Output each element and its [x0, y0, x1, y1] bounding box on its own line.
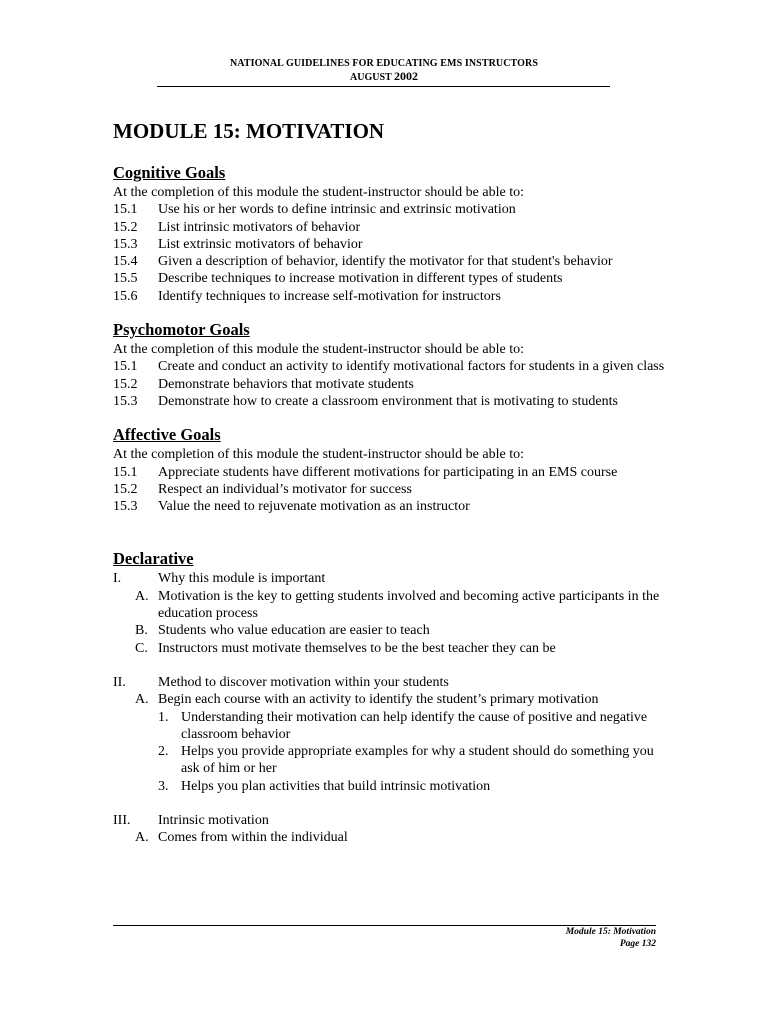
- footer-module: Module 15: Motivation: [565, 927, 656, 937]
- psychomotor-item: [113, 393, 673, 410]
- subitem-text: Understanding their motivation can help identify the cause of positive and negative classroom behavior: [181, 709, 648, 742]
- header-date: [0, 70, 768, 84]
- item-text: Given a description of behavior, identify the motivator for that student's behavior: [158, 254, 613, 270]
- declarative-heading: Declarative: [113, 549, 194, 569]
- subitem-text: Helps you plan activities that build intrinsic motivation: [181, 778, 491, 794]
- item-text: List intrinsic motivators of behavior: [158, 219, 361, 235]
- item-text: Begin each course with an activity to identify the student’s primary motivation: [158, 692, 599, 708]
- outline-item: [113, 829, 673, 846]
- item-letter: B.: [135, 623, 148, 639]
- running-footer: [566, 926, 656, 950]
- item-number: 15.3: [113, 499, 138, 515]
- item-letter: C.: [135, 640, 148, 656]
- cognitive-goals-heading: Cognitive Goals: [113, 163, 226, 182]
- outline-item: [113, 622, 673, 639]
- item-number: 15.5: [113, 271, 138, 287]
- item-letter: A.: [135, 692, 149, 708]
- cognitive-item: [113, 219, 673, 236]
- item-number: 15.2: [113, 481, 138, 497]
- affective-item: [113, 498, 673, 515]
- outline-section: [113, 812, 673, 829]
- item-text: Demonstrate how to create a classroom environment that is motivating to students: [158, 393, 618, 409]
- affective-goals-heading: Affective Goals: [113, 425, 221, 445]
- item-letter: A.: [135, 830, 149, 846]
- outline-item: [113, 640, 673, 657]
- page-title: MODULE 15: MOTIVATION: [113, 119, 385, 143]
- item-number: 15.3: [113, 236, 138, 252]
- item-number: 15.4: [113, 254, 138, 270]
- item-text: Instructors must motivate themselves to be the best teacher they can be: [158, 640, 556, 656]
- header-month: AUGUST: [350, 72, 392, 83]
- item-text: Respect an individual’s motivator for success: [158, 481, 412, 497]
- header-title: NATIONAL GUIDELINES FOR EDUCATING EMS INSTRUCTORS: [229, 58, 538, 69]
- section-text: Why this module is important: [158, 571, 326, 587]
- subitem-text: Helps you provide appropriate examples for why a student should do something you ask of him or her: [181, 744, 654, 777]
- page-content: [113, 116, 673, 847]
- header-year: 2002: [394, 69, 418, 83]
- outline-subitem: [113, 778, 673, 795]
- item-number: 15.2: [113, 376, 138, 392]
- item-text: Create and conduct an activity to identify motivational factors for students in a given class: [158, 359, 665, 375]
- cognitive-item: [113, 288, 673, 305]
- cognitive-item: [113, 236, 673, 253]
- footer-page-number: Page 132: [619, 939, 656, 949]
- section-text: Intrinsic motivation: [158, 813, 269, 829]
- subitem-number: 3.: [158, 778, 169, 794]
- outline-subitem: [113, 709, 673, 744]
- item-letter: A.: [135, 588, 149, 604]
- affective-item: [113, 481, 673, 498]
- affective-intro: At the completion of this module the student-instructor should be able to:: [113, 447, 524, 463]
- item-text: Comes from within the individual: [158, 830, 348, 846]
- subitem-number: 1.: [158, 709, 169, 725]
- item-text: Demonstrate behaviors that motivate students: [158, 376, 414, 392]
- psychomotor-goals-heading: Psychomotor Goals: [113, 320, 250, 340]
- psychomotor-item: [113, 376, 673, 393]
- affective-item: [113, 464, 673, 481]
- item-text: Identify techniques to increase self-motivation for instructors: [158, 288, 501, 304]
- cognitive-intro: At the completion of this module the student-instructor should be able to:: [113, 185, 524, 200]
- item-number: 15.6: [113, 288, 138, 304]
- subitem-number: 2.: [158, 744, 169, 760]
- item-text: Motivation is the key to getting students involved and becoming active participants in the education process: [158, 588, 660, 622]
- psychomotor-intro: At the completion of this module the student-instructor should be able to:: [113, 342, 524, 358]
- item-number: 15.2: [113, 219, 138, 235]
- outline-section: [113, 570, 673, 587]
- outline-item: [113, 691, 673, 708]
- item-text: List extrinsic motivators of behavior: [158, 236, 363, 252]
- item-number: 15.1: [113, 464, 138, 480]
- outline-section: [113, 674, 673, 691]
- cognitive-item: [113, 270, 673, 287]
- cognitive-item: [113, 201, 673, 218]
- item-text: Appreciate students have different motivations for participating in an EMS course: [158, 464, 618, 480]
- running-header: [0, 58, 768, 84]
- item-text: Value the need to rejuvenate motivation as an instructor: [158, 499, 470, 515]
- section-numeral: III.: [113, 813, 131, 829]
- psychomotor-item: [113, 358, 673, 375]
- section-numeral: II.: [113, 674, 126, 690]
- item-number: 15.3: [113, 393, 138, 409]
- outline-item: [113, 588, 673, 623]
- outline-subitem: [113, 743, 673, 778]
- item-number: 15.1: [113, 202, 138, 218]
- section-numeral: I.: [113, 571, 122, 587]
- item-text: Describe techniques to increase motivation in different types of students: [158, 271, 563, 287]
- item-number: 15.1: [113, 359, 138, 375]
- item-text: Use his or her words to define intrinsic and extrinsic motivation: [158, 202, 516, 218]
- cognitive-item: [113, 253, 673, 270]
- header-divider: [157, 86, 610, 87]
- section-text: Method to discover motivation within your students: [158, 674, 449, 690]
- item-text: Students who value education are easier to teach: [158, 623, 430, 639]
